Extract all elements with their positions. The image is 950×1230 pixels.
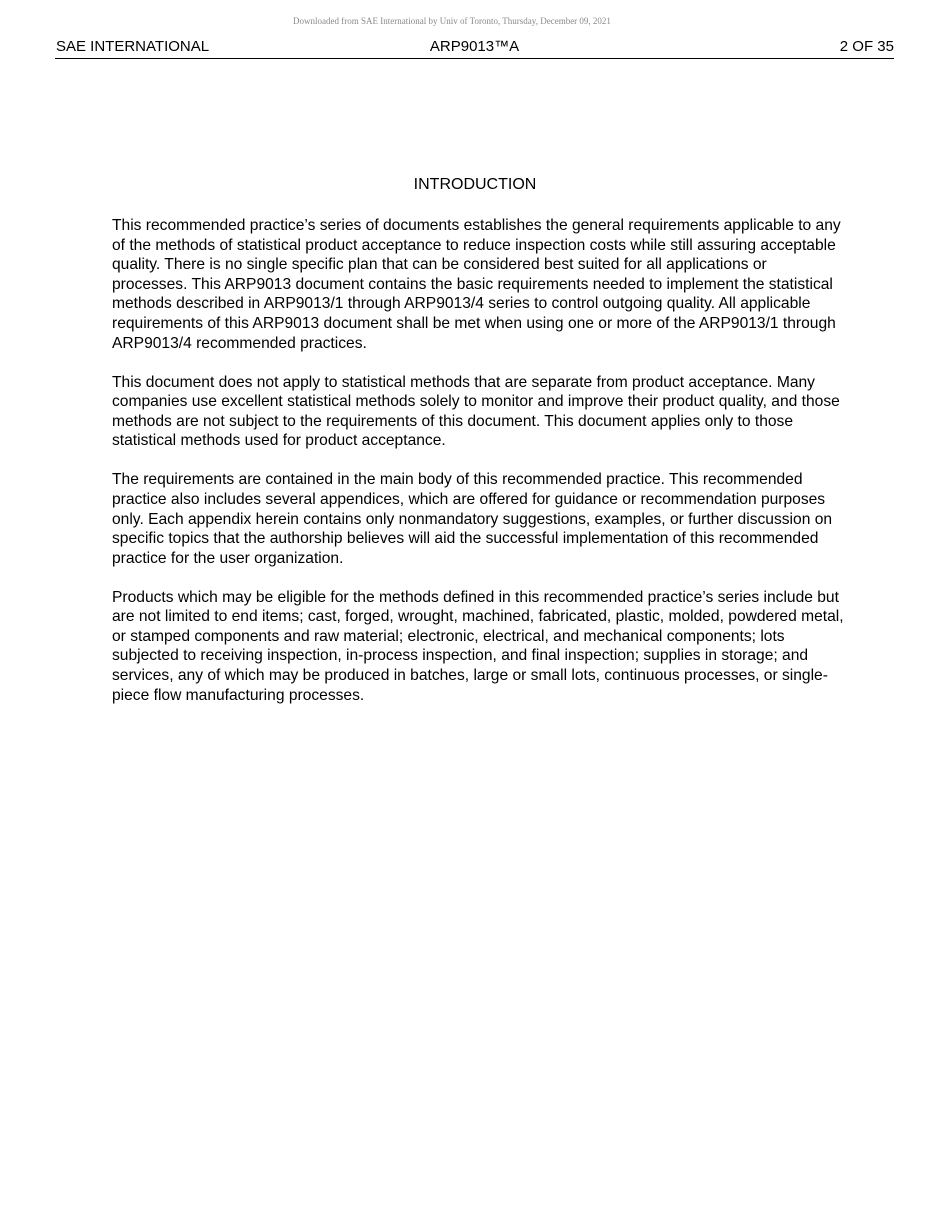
header-publisher: SAE INTERNATIONAL <box>56 38 210 55</box>
paragraph: The requirements are contained in the main body of this recommended practice. This recommended practice also includes several appendices, which are offered for guidance or recommendation purposes only. Each appendix herein contains only nonmandatory suggestions, examples, or further discussion on specific topics that the authorship believes will aid the successful implementation of this recommended practice for the user organization. <box>112 471 833 567</box>
paragraph: Products which may be eligible for the methods defined in this recommended practice’s series include but are not limited to end items; cast, forged, wrought, machined, fabricated, plastic, molded, powdered metal, or stamped components and raw material; electronic, electrical, and mechanical components; lots subjected to receiving inspection, in-process inspection, and final inspection; supplies in storage; and services, any of which may be produced in batches, large or small lots, continuous processes, or single-piece flow manufacturing processes. <box>112 588 844 704</box>
header-document-number: ARP9013™A <box>429 38 520 55</box>
section-title: INTRODUCTION <box>413 176 537 193</box>
header-page-number: 2 OF 35 <box>839 38 894 55</box>
download-watermark: Downloaded from SAE International by Univ of Toronto, Thursday, December 09, 2021 <box>293 16 611 26</box>
paragraph: This recommended practice’s series of documents establishes the general requirements applicable to any of the methods of statistical product acceptance to reduce inspection costs while still assuring acceptable quality. There is no single specific plan that can be considered best suited for all applications or processes. This ARP9013 document contains the basic requirements needed to implement the statistical methods described in ARP9013/1 through ARP9013/4 series to control outgoing quality. All applicable requirements of this ARP9013 document shall be met when using one or more of the ARP9013/1 through ARP9013/4 recommended practices. <box>112 217 841 352</box>
paragraph: This document does not apply to statistical methods that are separate from product acceptance. Many companies use excellent statistical methods solely to monitor and improve their product quality, and those methods are not subject to the requirements of this document. This document applies only to those statistical methods used for product acceptance. <box>112 373 840 450</box>
section-body <box>112 216 844 725</box>
page-header <box>55 38 894 59</box>
